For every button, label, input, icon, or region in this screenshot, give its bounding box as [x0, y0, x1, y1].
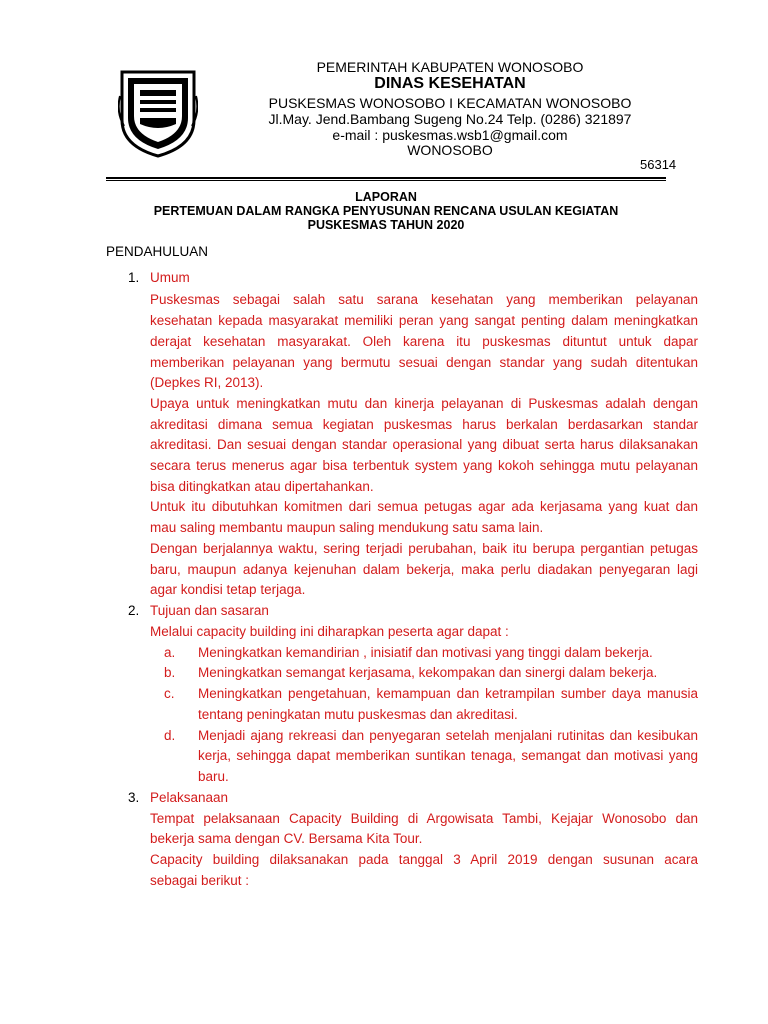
paragraph-line: derajat kesehatan masyarakat. Oleh karena itu puskesmas dituntut untuk dapar — [150, 334, 698, 349]
letterhead-government: PEMERINTAH KABUPATEN WONOSOBO — [316, 59, 584, 75]
section-number: 3. — [128, 790, 140, 805]
report-subtitle-year: PUSKESMAS TAHUN 2020 — [307, 218, 465, 232]
paragraph-line: sebagai berikut : — [150, 873, 250, 888]
list-item-line: baru. — [198, 769, 229, 784]
list-letter: c. — [164, 686, 175, 701]
letterhead-unit: PUSKESMAS WONOSOBO I KECAMATAN WONOSOBO — [268, 95, 632, 111]
report-subtitle: PERTEMUAN DALAM RANGKA PENYUSUNAN RENCANA USULAN KEGIATAN — [153, 204, 619, 218]
paragraph-line: kesehatan kepada masyarakat memiliki peran yang sangat penting dalam meningkatkan — [150, 313, 698, 328]
section-label: Pelaksanaan — [150, 790, 229, 805]
paragraph-line: Tempat pelaksanaan Capacity Building di Argowisata Tambi, Kejajar Wonosobo dan — [150, 811, 698, 826]
paragraph-line: Puskesmas sebagai salah satu sarana kesehatan yang memberikan pelayanan — [150, 292, 698, 307]
paragraph-line: Untuk itu dibutuhkan komitmen dari semua petugas agar ada kerjasama yang kuat dan — [150, 499, 698, 514]
section-heading: PENDAHULUAN — [106, 244, 209, 259]
section-label: Umum — [150, 270, 190, 285]
paragraph-line: secara terus menerus agar bisa terbentuk system yang kokoh sehingga mutu pelayanan — [150, 458, 698, 473]
paragraph-line: Upaya untuk meningkatkan mutu dan kinerja pelayanan di Puskesmas adalah dengan — [150, 396, 698, 411]
paragraph-line: (Depkes RI, 2013). — [150, 375, 264, 390]
paragraph-line: mau saling membantu maupun saling mendukung satu sama lain. — [150, 520, 544, 535]
paragraph-line: akreditasi dimana semua kegiatan puskesmas harus berkalan berdasarkan standar — [150, 417, 698, 432]
paragraph-line: akreditasi. Dan sesuai dengan standar operasional yang dibuat serta harus dilaksanakan — [150, 437, 698, 452]
list-item-line: Menjadi ajang rekreasi dan penyegaran setelah menjalani rutinitas dan kesibukan — [198, 728, 698, 743]
letterhead-rule-thin — [106, 180, 666, 181]
letterhead-city: WONOSOBO — [407, 142, 493, 158]
list-letter: b. — [164, 665, 176, 680]
paragraph-line: Melalui capacity building ini diharapkan peserta agar dapat : — [150, 624, 509, 639]
list-letter: a. — [164, 645, 176, 660]
list-item-line: Meningkatkan pengetahuan, kemampuan dan ketrampilan sumber daya manusia — [198, 686, 698, 701]
list-item-line: kerja, sehingga dapat memberikan suntikan tenaga, semangat dan motivasi yang — [198, 748, 698, 763]
section-number: 1. — [128, 270, 140, 285]
paragraph-line: baru, maupun adanya kejenuhan dalam bekerja, maka perlu diadakan penyegaran lagi — [150, 562, 698, 577]
paragraph-line: memberikan pelayanan yang bermutu sesuai dengan standar yang sudah ditentukan — [150, 355, 698, 370]
list-item-line: tentang peningkatan mutu puskesmas dan akreditasi. — [198, 707, 518, 722]
regency-coat-of-arms-icon — [118, 66, 198, 158]
list-item-line: Meningkatkan kemandirian , inisiatif dan motivasi yang tinggi dalam bekerja. — [198, 645, 653, 660]
paragraph-line: Capacity building dilaksanakan pada tanggal 3 April 2019 dengan susunan acara — [150, 852, 698, 867]
paragraph-line: bisa ditingkatkan atau dipertahankan. — [150, 479, 374, 494]
list-item-line: Meningkatkan semangat kerjasama, kekompakan dan sinergi dalam bekerja. — [198, 665, 658, 680]
paragraph-line: bekerja sama dengan CV. Bersama Kita Tour. — [150, 831, 423, 846]
paragraph-line: agar kondisi tetap terjaga. — [150, 582, 306, 597]
letterhead-rule — [106, 177, 666, 179]
section-number: 2. — [128, 603, 140, 618]
letterhead-agency: DINAS KESEHATAN — [374, 75, 526, 92]
letterhead-address: Jl.May. Jend.Bambang Sugeng No.24 Telp. (0286) 321897 — [268, 111, 632, 127]
paragraph-line: Dengan berjalannya waktu, sering terjadi perubahan, baik itu berupa pergantian petugas — [150, 541, 698, 556]
section-label: Tujuan dan sasaran — [150, 603, 269, 618]
report-title: LAPORAN — [355, 190, 417, 204]
letterhead-email: e-mail : puskesmas.wsb1@gmail.com — [332, 127, 568, 143]
list-letter: d. — [164, 728, 176, 743]
letterhead-postal-code: 56314 — [640, 157, 677, 172]
